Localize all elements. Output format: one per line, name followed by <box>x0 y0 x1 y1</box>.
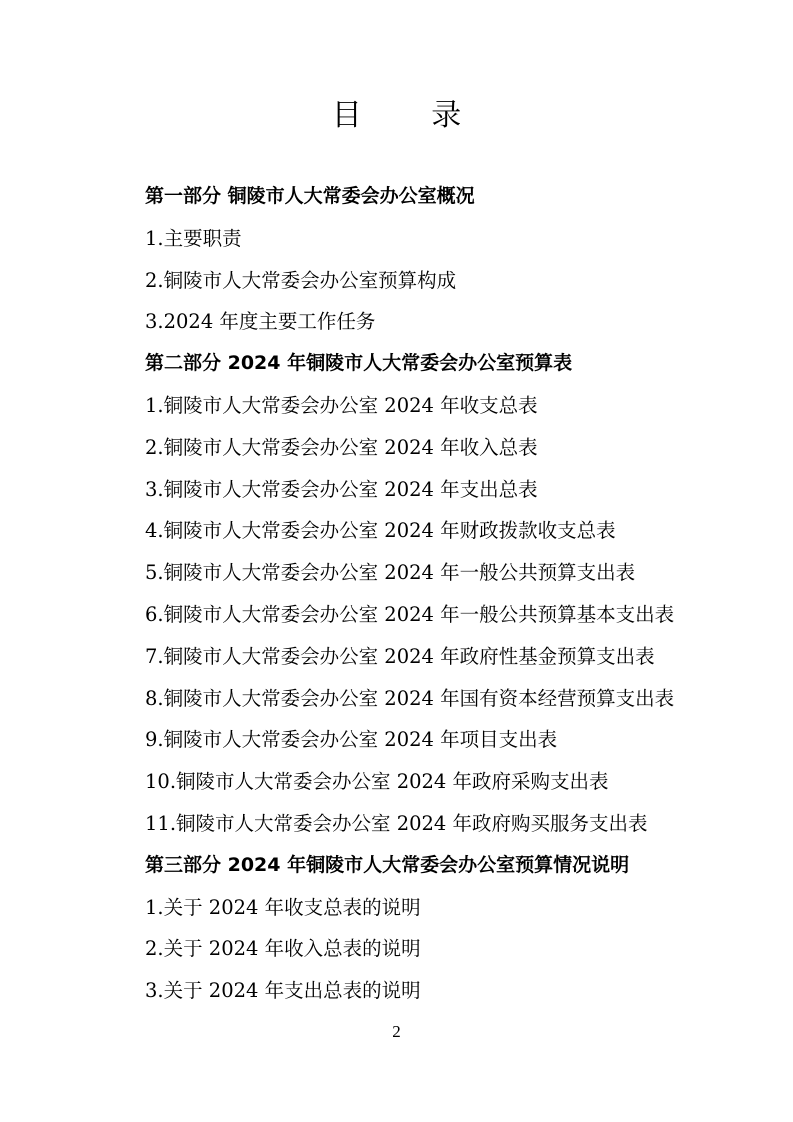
toc-item: 1.关于 2024 年收支总表的说明 <box>145 895 421 919</box>
toc-item: 2.关于 2024 年收入总表的说明 <box>145 937 421 961</box>
toc-item: 8.铜陵市人大常委会办公室 2024 年国有资本经营预算支出表 <box>145 686 675 710</box>
toc-item: 9.铜陵市人大常委会办公室 2024 年项目支出表 <box>145 728 558 752</box>
toc-item: 1.主要职责 <box>145 226 242 250</box>
toc-item: 11.铜陵市人大常委会办公室 2024 年政府购买服务支出表 <box>145 811 648 835</box>
toc-item: 10.铜陵市人大常委会办公室 2024 年政府采购支出表 <box>145 770 609 794</box>
toc-section-part-two: 第二部分 2024 年铜陵市人大常委会办公室预算表 <box>145 352 573 375</box>
page-number: 2 <box>392 1022 401 1041</box>
toc-item: 2.铜陵市人大常委会办公室 2024 年收入总表 <box>145 435 538 459</box>
toc-section-part-three: 第三部分 2024 年铜陵市人大常委会办公室预算情况说明 <box>145 853 630 876</box>
toc-item: 1.铜陵市人大常委会办公室 2024 年收支总表 <box>145 393 538 417</box>
toc-item: 4.铜陵市人大常委会办公室 2024 年财政拨款收支总表 <box>145 519 616 543</box>
page-title: 目 录 <box>331 98 492 133</box>
toc-item: 2.铜陵市人大常委会办公室预算构成 <box>145 268 457 292</box>
toc-item: 5.铜陵市人大常委会办公室 2024 年一般公共预算支出表 <box>145 561 636 585</box>
toc-item: 3.关于 2024 年支出总表的说明 <box>145 979 421 1003</box>
toc-item: 6.铜陵市人大常委会办公室 2024 年一般公共预算基本支出表 <box>145 602 675 626</box>
toc-item: 3.铜陵市人大常委会办公室 2024 年支出总表 <box>145 477 538 501</box>
toc-item: 3.2024 年度主要工作任务 <box>145 310 376 334</box>
toc-item: 7.铜陵市人大常委会办公室 2024 年政府性基金预算支出表 <box>145 644 655 668</box>
table-of-contents <box>145 176 765 1012</box>
toc-section-part-one: 第一部分 铜陵市人大常委会办公室概况 <box>145 185 475 207</box>
